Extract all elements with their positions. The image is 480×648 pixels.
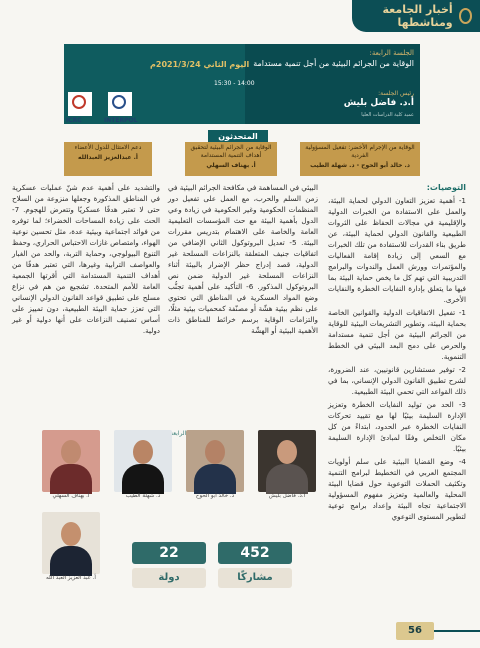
- recommendation-paragraph: والتشديد على أهمية عدم شنّ عمليات عسكرية في المناطق المذكورة وجعلها منزوعة من السلاح حتى لا تعتبر هدفًا عسكريًا وتتعرض للهجوم. 7- الحث على زيادة المساحات الخضراء؛ لما توفره من فوائد اجتماعية وبيئية عدة، مثل تحسين نوعية الهواء، وامتصاص غازات الاحتباس الحراري، وحفظ التنوع البيولوجي، وحماية التربة، والحد من الغبار والعواصف الترابية وغيرها، التي تعتبر هدفًا من أهداف التنمية المستدامة التي أقرتها الجمعية العامة للأمم المتحدة. تشجيع من هم في نزاع مسلح على تطبيق قواعد القانون الدولي الإنساني التي تعزز حماية البيئة الطبيعية، دون تمييز على أساس تصنيف النزاعات على أنها دولية أو غير دولية.: [12, 183, 160, 335]
- speaker-photo: [186, 430, 244, 492]
- interpol-logo-icon: [108, 92, 132, 116]
- icrc-logo-icon: [68, 92, 92, 116]
- recommendation-paragraph: 1- تفعيل الاتفاقيات الدولية والقوانين الخاصة بحماية البيئة، وتطوير التشريعات البيئية للوقاية من الجرائم البيئية من أجل تنمية مستدامة والحرص على دمج البعد البيئي في الخطط التنموية.: [328, 308, 466, 361]
- countries-label: دولة: [132, 568, 206, 588]
- footer-stripe: [434, 630, 480, 632]
- page-number: 56: [396, 622, 434, 640]
- speaker-card: [64, 142, 152, 176]
- speaker-card: [185, 142, 277, 176]
- countries-stat: [132, 542, 206, 592]
- speaker-photo: [42, 512, 100, 574]
- recommendations-column-right: [328, 182, 466, 597]
- photo-caption: د. شهلة الطيب: [125, 493, 161, 499]
- speaker-topic: الوقاية من الإجرام الأخضر: تفعيل المسؤولية الفردية: [305, 144, 415, 159]
- speaker-name: د. خالد أبو الحوح - د. شهلة الطيب: [310, 162, 410, 169]
- photo-caption: د. خالد أبو الحوح: [195, 493, 235, 499]
- participants-count: 452: [218, 542, 292, 564]
- chair-name: أ.د. فاضل بليش: [343, 98, 414, 108]
- speaker-name: أ. عبدالعزيز العبدالله: [78, 154, 138, 161]
- recommendation-paragraph: 4- وضع القضايا البيئية على سلم أولويات المجتمع العربي في التخطيط لبرامج التنمية وتكثيف الحملات التوعوية حول قضايا البيئة المحلية والعالمية وتعزيز مفهوم المسؤولية الاجتماعية تجاه البيئة وإعداد برامج توعية لتطوير المستوى التوعوي: [328, 457, 466, 521]
- speaker-photo: [114, 430, 172, 492]
- photo-caption: أ.د. فاضل بليش: [268, 493, 306, 499]
- section-header: [352, 0, 480, 32]
- photo-panel-label: الرابعة: [170, 430, 187, 437]
- recommendations-column-middle: [168, 182, 318, 335]
- university-emblem-icon: [459, 8, 472, 24]
- recommendation-paragraph: البيئي في المساهمة في مكافحة الجرائم البيئية في زمن السلم والحرب، مع العمل على تفعيل دور المنظمات الحكومية وغير الحكومية في زيادة وعي الدول بأهمية البيئة مع حث المؤسسات التعليمية العامة والخاصة على الاهتمام بتدريس مقررات البيئة. 5- تعديل البروتوكول الثاني الإضافي من اتفاقيات جنيف المتعلقة بالنزاعات المسلحة غير الدولية، قصد إدراج حظر الإضرار بالبيئة أثناء النزاعات المسلحة غير الدولية ضمن نص البروتوكول المذكور. 6- التأكيد على أهمية تجنُّب وضع المواد العسكرية في المناطق التي تحتوي على نظم بيئية هشّة أو مصنّفة كمحميات بيئية مثلًا، والتزامات الوقاية برسم خرائط للمناطق ذات الأهمية البيئية أو الهشّة: [168, 183, 318, 335]
- recommendation-paragraph: 2- توفير مستشارين قانونيين، عند الضرورة، لشرح تطبيق القانون الدولي الإنساني، بما في ذلك القواعد التي تحمي البيئة الطبيعية.: [328, 365, 466, 396]
- icrc-logo-text: ICRC: [66, 117, 82, 124]
- session-label: الجلسة الرابعة:: [369, 49, 414, 57]
- interpol-logo-text: INTERPOL: [104, 117, 138, 124]
- recommendation-paragraph: 3- الحد من توليد النفايات الخطرة وتعزيز الإدارة السليمة بيئيًا لها مع تقييد تحركات النفايات الخطرة عبر الحدود، ابتداءً من كل مكان التخلص وفقًا لمبادئ الإدارة السليمة بيئيًا.: [328, 400, 466, 453]
- recommendations-column-left: [12, 182, 160, 417]
- speakers-heading: المتحدثون: [208, 130, 268, 144]
- section-title: أخبار الجامعة ومناشطها: [382, 3, 453, 29]
- session-title: الوقاية من الجرائم البيئية من أجل تنمية مستدامة: [253, 59, 414, 68]
- speaker-topic: دعم الامتثال للدول الأعضاء: [74, 144, 142, 151]
- chair-role: عميد كلية الدراسات العليا: [361, 112, 414, 118]
- photo-caption: أ. بهناف السهلي: [52, 493, 90, 499]
- participants-stat: [218, 542, 292, 592]
- participants-label: مشاركًا: [218, 568, 292, 588]
- speaker-card: [300, 142, 420, 176]
- session-day: اليوم الثاني 2021/3/24م: [150, 60, 250, 69]
- session-time: 15:30 - 14:00: [214, 80, 255, 87]
- recommendations-heading: التوصيات:: [426, 183, 466, 192]
- countries-count: 22: [132, 542, 206, 564]
- speaker-name: أ. بهناف السهلي: [206, 162, 256, 169]
- recommendation-paragraph: 1- أهمية تعزيز التعاون الدولي لحماية البيئة، والعمل على الاستفادة من الخبرات الدولية والإقليمية في مجالات الحفاظ على الثروات الطبيعية والقانون الدولي لحماية البيئة، عن طريق بناء القدرات للاستفادة من تلك الخبرات مع السعي إلى زيادة إقامة الفعاليات والمؤتمرات وورش العمل والندوات والبرامج التدريبية التي تهم كل ما يخص حماية البيئة بما فيها ما يتعلق بإدارة النفايات الخطرة والنفايات الأخرى.: [328, 196, 466, 304]
- speaker-photo: [42, 430, 100, 492]
- speaker-photo: [258, 430, 316, 492]
- chair-label: رئيس الجلسة:: [378, 90, 414, 97]
- photo-caption: أ. عبد العزيز العبد الله: [46, 575, 96, 581]
- speaker-topic: الوقاية من الجرائم البيئية لتحقيق أهداف التنمية المستدامة: [190, 144, 272, 159]
